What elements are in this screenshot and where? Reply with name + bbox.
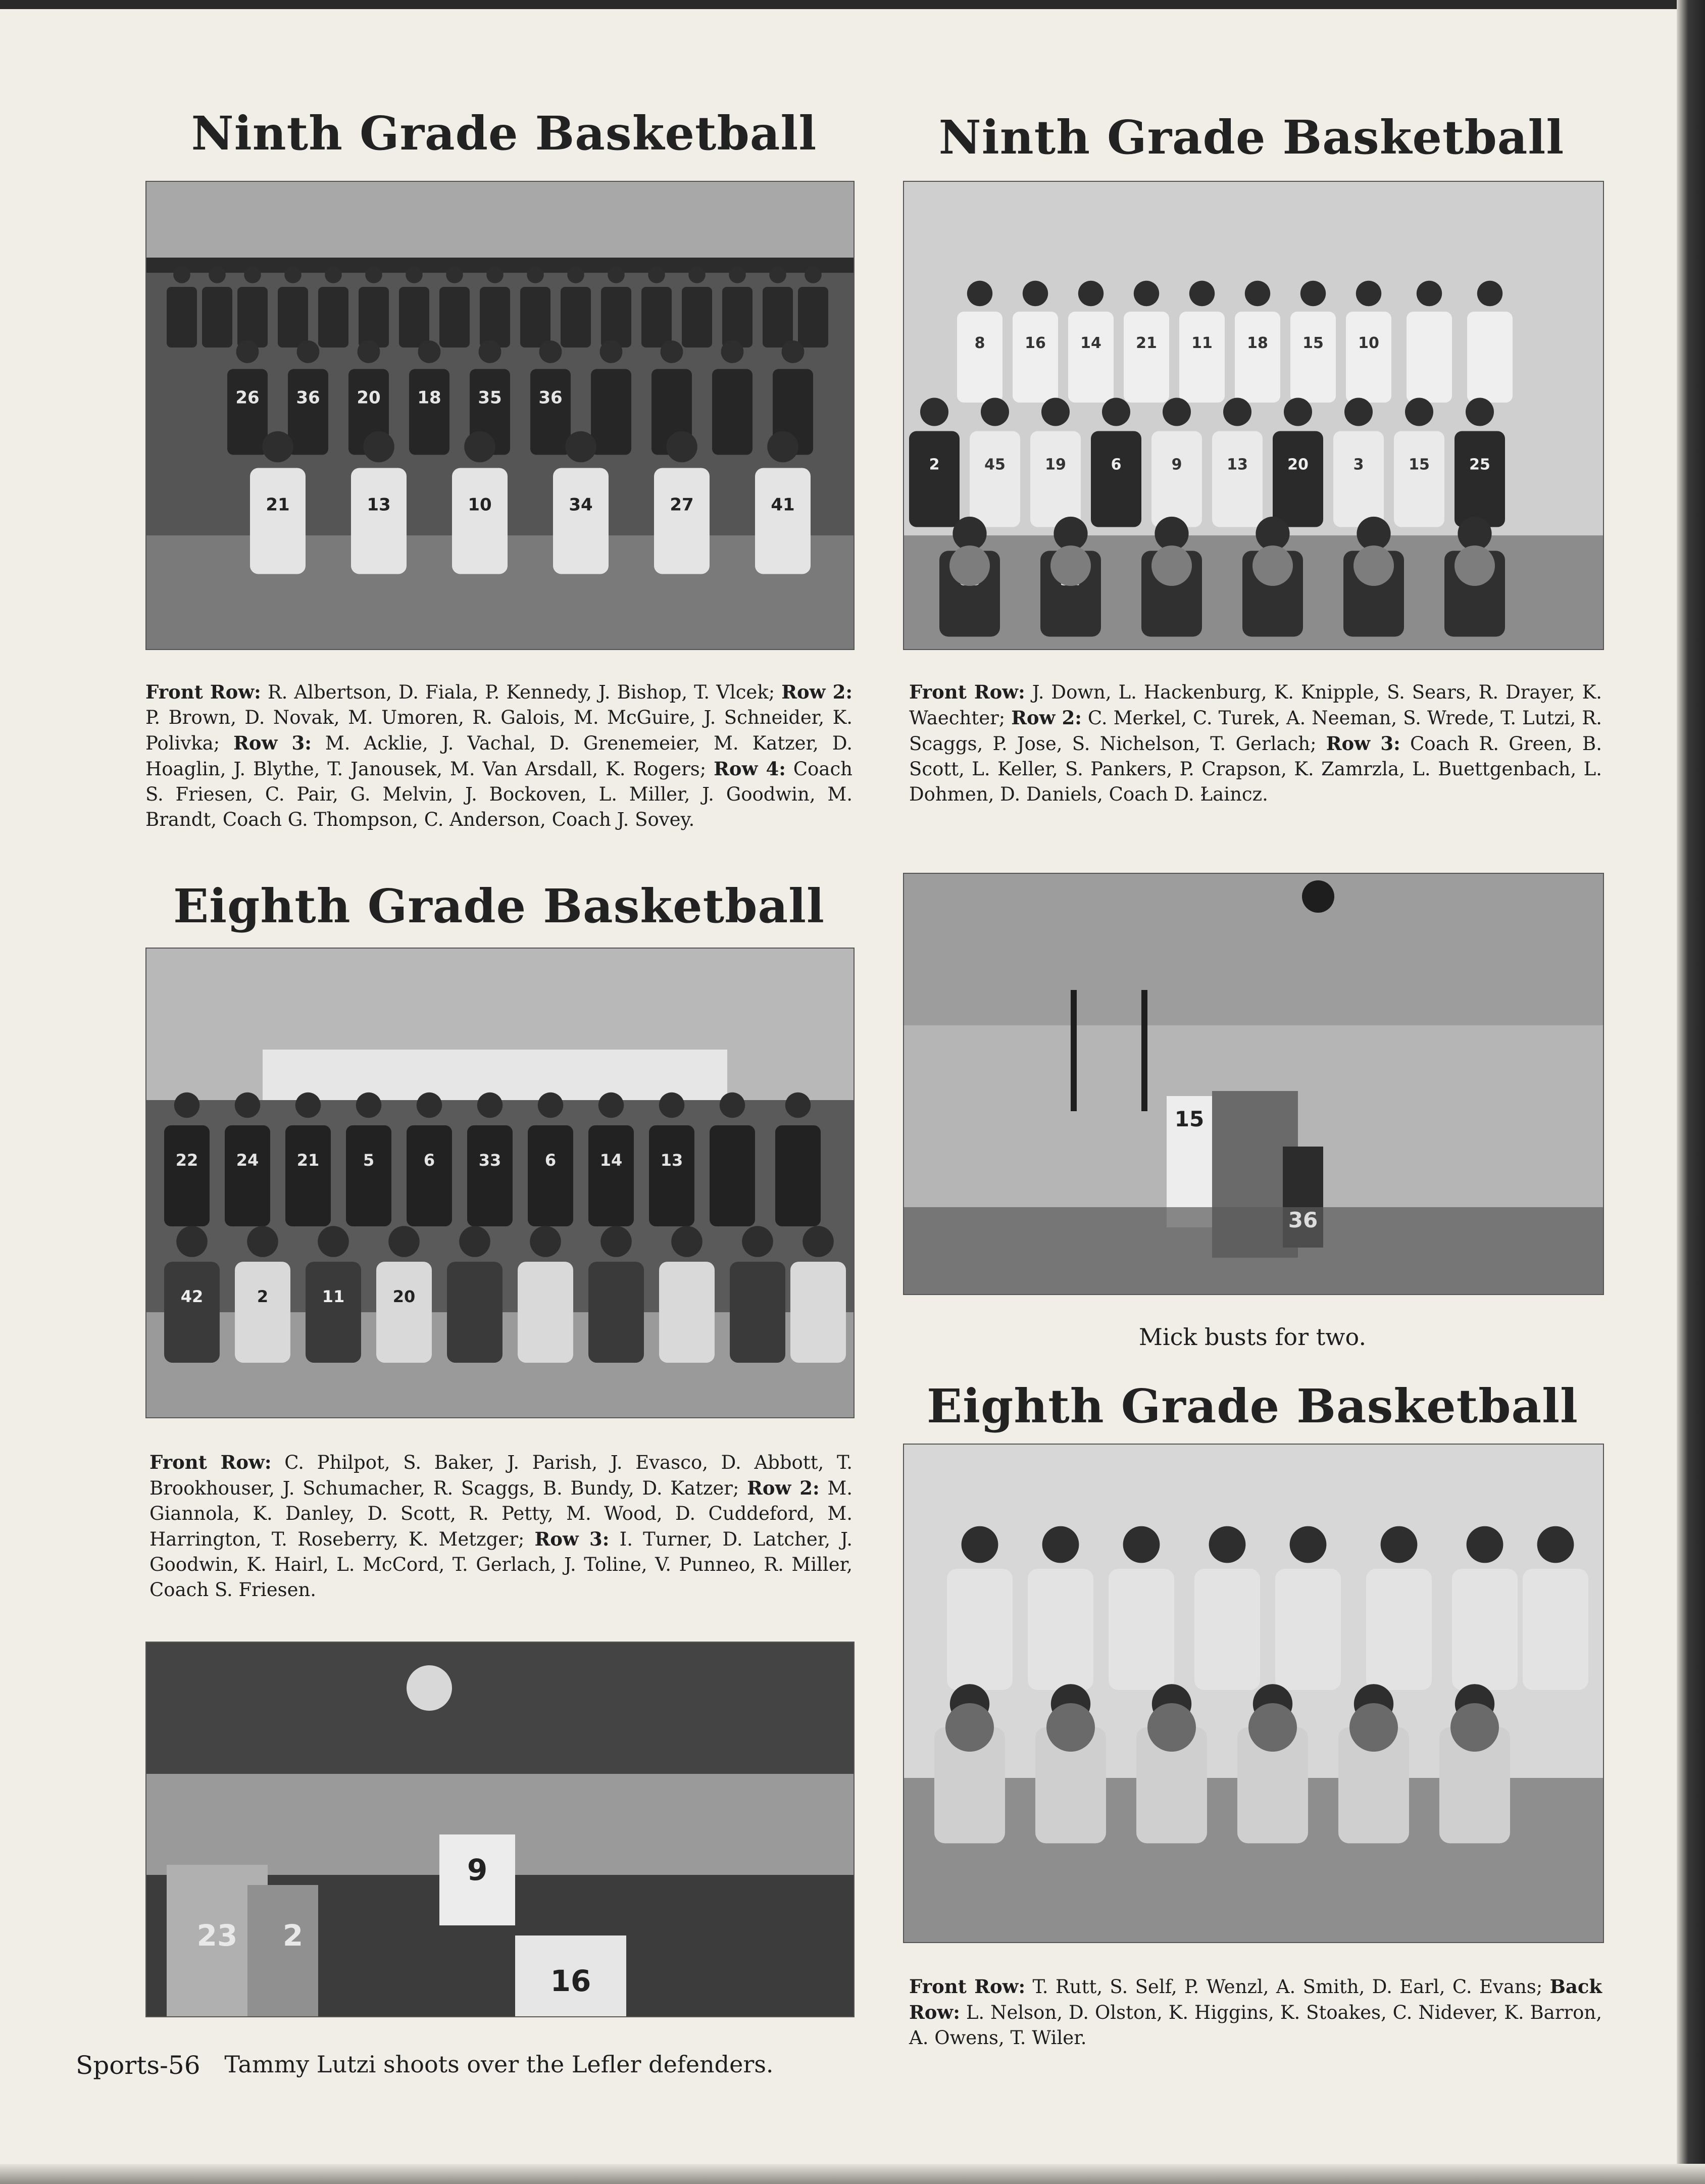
player-body xyxy=(601,287,631,348)
page-folio: Sports-56 xyxy=(76,2051,200,2080)
player-head xyxy=(1466,398,1494,426)
player-body xyxy=(520,287,550,348)
jersey-number: 36 xyxy=(538,387,563,408)
caption-row-label: Row 2: xyxy=(1011,707,1082,729)
player-body xyxy=(164,1262,220,1363)
jersey-number: 13 xyxy=(367,494,391,515)
player-body xyxy=(346,1125,391,1226)
action-photo-mick-art xyxy=(904,874,1603,1294)
jersey-number: 14 xyxy=(599,1151,623,1170)
player-head xyxy=(459,1226,490,1257)
jersey-number: 11 xyxy=(1191,334,1213,352)
player-head xyxy=(721,340,744,363)
player-head xyxy=(666,431,697,463)
player-body xyxy=(285,1125,331,1226)
player-body xyxy=(712,369,753,455)
player-body xyxy=(447,1262,503,1363)
player-body xyxy=(588,1125,634,1226)
player-head xyxy=(527,266,544,283)
player-head xyxy=(479,340,502,363)
player-head xyxy=(388,1226,420,1257)
jersey-number: 15 xyxy=(1174,1107,1205,1131)
team-photo-girls9-art xyxy=(904,182,1603,649)
player-head xyxy=(318,1226,349,1257)
player-head xyxy=(1078,281,1104,306)
player-body xyxy=(1030,431,1081,527)
player-head xyxy=(486,266,504,283)
player-head xyxy=(418,340,441,363)
caption-row-label: Front Row: xyxy=(909,681,1025,703)
player-body xyxy=(1109,1569,1174,1690)
jersey-number: 16 xyxy=(550,1964,591,1998)
player-head xyxy=(688,266,706,283)
player-body xyxy=(561,287,591,348)
caption-row-names: J. Down, L. Hackenburg, K. Knipple, S. Sears, R. Drayer, K. Waechter; xyxy=(909,681,1602,729)
player-head xyxy=(782,340,805,363)
player-head xyxy=(1405,398,1433,426)
player-body xyxy=(682,287,712,348)
player-head xyxy=(530,1226,561,1257)
jersey-number: 36 xyxy=(1288,1208,1318,1232)
jersey-number: 21 xyxy=(296,1151,320,1170)
player-body xyxy=(530,369,571,455)
player-body xyxy=(467,1125,513,1226)
jersey-number: 13 xyxy=(660,1151,683,1170)
player-head xyxy=(244,266,261,283)
section-title-girls9: Ninth Grade Basketball xyxy=(938,110,1565,165)
basketball xyxy=(1147,1703,1196,1752)
player-body xyxy=(755,468,811,574)
player-head xyxy=(176,1226,208,1257)
caption-row-names: P. Brown, D. Novak, M. Umoren, R. Galois, M. McGuire, J. Schneider, K. Polivka; xyxy=(145,707,852,754)
player-head xyxy=(671,1226,703,1257)
player-head xyxy=(1163,398,1191,426)
player-head xyxy=(1041,398,1070,426)
jersey-number: 21 xyxy=(1136,334,1157,352)
section-title-girls8: Eighth Grade Basketball xyxy=(926,1379,1579,1433)
jersey-number: 10 xyxy=(468,494,492,515)
jersey-number: 25 xyxy=(1469,456,1490,474)
player-head xyxy=(173,266,190,283)
player-head xyxy=(363,431,394,463)
basketball xyxy=(1353,545,1394,586)
caption-row-names: L. Nelson, D. Olston, K. Higgins, K. Stoakes, C. Nidever, K. Barron, A. Owens, T. Wiler. xyxy=(909,2002,1602,2049)
player-body xyxy=(306,1262,361,1363)
jersey-number: 33 xyxy=(478,1151,502,1170)
player-head xyxy=(785,1093,811,1118)
jersey-number: 11 xyxy=(322,1287,345,1306)
player-head xyxy=(538,1093,563,1118)
player-body xyxy=(225,1125,270,1226)
jersey-number: 24 xyxy=(236,1151,259,1170)
player-head xyxy=(1381,1526,1418,1563)
player-head xyxy=(1042,1526,1079,1563)
player-body xyxy=(318,287,348,348)
player-head xyxy=(1245,281,1270,306)
caption-row-names: C. Philpot, S. Baker, J. Parish, J. Evasco, D. Abbott, T. Brookhouser, J. Schumacher, R. Scaggs, B. Bundy, D. Katzer; xyxy=(149,1452,853,1499)
player-body xyxy=(1290,312,1336,403)
caption-row-names: T. Rutt, S. Self, P. Wenzl, A. Smith, D. Earl, C. Evans; xyxy=(1025,1976,1550,1998)
player-head xyxy=(608,266,625,283)
player-head xyxy=(962,1526,998,1563)
jersey-number: 15 xyxy=(1409,456,1430,474)
player-body xyxy=(659,1262,715,1363)
player-head xyxy=(262,431,293,463)
player-body xyxy=(970,431,1020,527)
player-head xyxy=(920,398,948,426)
player-body xyxy=(1028,1569,1093,1690)
player-head xyxy=(174,1093,199,1118)
player-body xyxy=(376,1262,432,1363)
team-photo-boys8 xyxy=(145,948,855,1418)
jersey-number: 9 xyxy=(1171,456,1182,474)
caption-row-label: Row 3: xyxy=(233,732,312,754)
player-body xyxy=(1346,312,1391,403)
player-head xyxy=(446,266,463,283)
player-head xyxy=(769,266,786,283)
caption-row-label: Row 4: xyxy=(714,758,786,780)
player-head xyxy=(598,1093,624,1118)
player-head xyxy=(648,266,665,283)
jersey-number: 45 xyxy=(984,456,1006,474)
player-head xyxy=(477,1093,503,1118)
jersey-number: 20 xyxy=(1287,456,1309,474)
player-head xyxy=(1209,1526,1246,1563)
action-photo-tammy-art xyxy=(146,1643,854,2016)
player-head xyxy=(967,281,992,306)
jersey-number: 2 xyxy=(257,1287,269,1306)
jersey-number: 6 xyxy=(423,1151,435,1170)
player-body xyxy=(588,1262,644,1363)
caption-row-label: Front Row: xyxy=(145,681,261,703)
player-head xyxy=(236,340,259,363)
player-body xyxy=(790,1262,846,1363)
player-head xyxy=(1300,281,1326,306)
player-head xyxy=(235,1093,260,1118)
player-head xyxy=(1356,281,1381,306)
caption-girls8 xyxy=(909,1974,1602,2051)
basketball xyxy=(1151,545,1192,586)
player-head xyxy=(1290,1526,1327,1563)
jersey-number: 35 xyxy=(478,387,502,408)
player-head xyxy=(1467,1526,1503,1563)
jersey-number: 16 xyxy=(1025,334,1046,352)
player-head xyxy=(539,340,562,363)
player-body xyxy=(1394,431,1444,527)
player-head xyxy=(803,1226,834,1257)
jersey-number: 6 xyxy=(1111,456,1122,474)
basketball xyxy=(1349,1703,1398,1752)
caption-action-mick: Mick busts for two. xyxy=(1138,1323,1367,1351)
jersey-number: 18 xyxy=(417,387,441,408)
player-body xyxy=(409,369,449,455)
caption-row-names: I. Turner, D. Latcher, J. Goodwin, K. Hairl, L. McCord, T. Gerlach, J. Toline, V. Punneo, R. Miller, Coach S. Friesen. xyxy=(149,1528,852,1601)
player-body xyxy=(1179,312,1225,403)
player-head xyxy=(1537,1526,1574,1563)
caption-row-names: C. Merkel, C. Turek, A. Neeman, S. Wrede, T. Lutzi, R. Scaggs, P. Jose, S. Nichelson, T. Gerlach; xyxy=(909,707,1602,755)
player-body xyxy=(641,287,672,348)
caption-row-label: Front Row: xyxy=(149,1451,272,1473)
player-body xyxy=(1407,312,1452,403)
player-head xyxy=(729,266,746,283)
player-head xyxy=(600,1226,632,1257)
jersey-number: 10 xyxy=(1358,334,1379,352)
basketball xyxy=(1450,1703,1499,1752)
jersey-number: 22 xyxy=(175,1151,198,1170)
jersey-number: 20 xyxy=(392,1287,416,1306)
jersey-number: 3 xyxy=(1353,456,1364,474)
team-photo-girls9 xyxy=(903,181,1604,650)
player-body xyxy=(553,468,609,574)
basketball xyxy=(1248,1703,1297,1752)
jersey-number: 2 xyxy=(929,456,940,474)
player-body xyxy=(1452,1569,1518,1690)
player-head xyxy=(464,431,495,463)
player-head xyxy=(1102,398,1130,426)
player-body xyxy=(250,468,306,574)
player-body xyxy=(1455,431,1505,527)
player-body xyxy=(947,1569,1013,1690)
caption-girls9 xyxy=(909,679,1602,807)
caption-row-names: Coach S. Friesen, C. Pair, G. Melvin, J. Bockoven, L. Miller, J. Goodwin, M. Brandt, Coach G. Thompson, C. Anderson, Coach J. Sovey. xyxy=(145,758,852,830)
page-top-edge xyxy=(0,0,1705,9)
player-head xyxy=(1134,281,1159,306)
player-body xyxy=(1212,431,1263,527)
jersey-number: 20 xyxy=(357,387,381,408)
player-body xyxy=(164,1125,210,1226)
player-body xyxy=(1124,312,1169,403)
jersey-number: 18 xyxy=(1247,334,1268,352)
player-head xyxy=(1123,1526,1160,1563)
player-body xyxy=(1366,1569,1432,1690)
caption-row-label: Back Row: xyxy=(909,1975,1602,2023)
jersey-number: 14 xyxy=(1080,334,1101,352)
player-body xyxy=(288,369,328,455)
player-head xyxy=(661,340,683,363)
player-body xyxy=(518,1262,573,1363)
team-photo-girls8-art xyxy=(904,1445,1603,1942)
player-body xyxy=(439,287,470,348)
player-head xyxy=(417,1093,442,1118)
player-body xyxy=(528,1125,573,1226)
caption-row-names: Coach R. Green, B. Scott, L. Keller, S. Pankers, P. Crapson, K. Zamrzla, L. Buettgenbach, L. Dohmen, D. Daniels, Coach D. Łaincz. xyxy=(909,733,1602,805)
caption-row-names: M. Giannola, K. Danley, D. Scott, R. Petty, M. Wood, D. Cuddeford, M. Harrington, T. Roseberry, K. Metzger; xyxy=(149,1477,852,1550)
jersey-number: 26 xyxy=(235,387,260,408)
jersey-number: 23 xyxy=(196,1918,238,1953)
caption-row-label: Row 2: xyxy=(781,681,852,703)
player-body xyxy=(1194,1569,1260,1690)
section-title-boys9: Ninth Grade Basketball xyxy=(191,106,817,161)
player-body xyxy=(909,431,960,527)
jersey-number: 9 xyxy=(467,1853,488,1887)
player-head xyxy=(1477,281,1502,306)
player-body xyxy=(351,468,407,574)
player-head xyxy=(209,266,226,283)
jersey-number: 19 xyxy=(1045,456,1066,474)
player-body xyxy=(237,287,268,348)
player-body xyxy=(167,287,197,348)
basketball xyxy=(1050,545,1091,586)
player-head xyxy=(1023,281,1048,306)
player-head xyxy=(600,340,623,363)
player-body xyxy=(591,369,631,455)
player-body xyxy=(798,287,828,348)
player-body xyxy=(1275,1569,1341,1690)
player-body xyxy=(730,1262,785,1363)
page-bottom-edge xyxy=(0,2164,1705,2184)
player-body xyxy=(1013,312,1058,403)
player-head xyxy=(567,266,584,283)
player-head xyxy=(356,1093,381,1118)
player-body xyxy=(1333,431,1384,527)
player-body xyxy=(359,287,389,348)
team-photo-boys9-art xyxy=(146,182,854,649)
player-head xyxy=(325,266,342,283)
team-photo-girls8 xyxy=(903,1444,1604,1943)
caption-boys8 xyxy=(149,1450,852,1603)
player-body xyxy=(649,1125,694,1226)
player-head xyxy=(767,431,798,463)
basketball xyxy=(1252,545,1293,586)
player-head xyxy=(358,340,380,363)
caption-row-label: Row 3: xyxy=(534,1528,610,1550)
jersey-number: 15 xyxy=(1302,334,1324,352)
player-head xyxy=(247,1226,278,1257)
jersey-number: 8 xyxy=(974,334,985,352)
player-head xyxy=(1284,398,1312,426)
player-head xyxy=(1344,398,1373,426)
player-body xyxy=(235,1262,290,1363)
jersey-number: 34 xyxy=(569,494,593,515)
player-head xyxy=(406,266,423,283)
player-body xyxy=(654,468,710,574)
player-body xyxy=(1273,431,1323,527)
jersey-number: 27 xyxy=(670,494,694,515)
player-body xyxy=(399,287,429,348)
caption-action-tammy: Tammy Lutzi shoots over the Lefler defenders. xyxy=(224,2051,774,2078)
player-head xyxy=(1189,281,1215,306)
player-body xyxy=(480,287,510,348)
player-body xyxy=(1467,312,1513,403)
jersey-number: 41 xyxy=(771,494,795,515)
basketball xyxy=(1046,1703,1095,1752)
player-body xyxy=(722,287,753,348)
player-head xyxy=(720,1093,745,1118)
player-head xyxy=(805,266,822,283)
player-body xyxy=(763,287,793,348)
player-head xyxy=(297,340,320,363)
jersey-number: 6 xyxy=(544,1151,557,1170)
player-body xyxy=(710,1125,755,1226)
caption-row-names: M. Acklie, J. Vachal, D. Grenemeier, M. Katzer, D. Hoaglin, J. Blythe, T. Janousek, M. Van Arsdall, K. Rogers; xyxy=(145,732,852,780)
player-body xyxy=(407,1125,452,1226)
player-body xyxy=(1235,312,1280,403)
player-head xyxy=(295,1093,321,1118)
player-body xyxy=(452,468,508,574)
player-body xyxy=(775,1125,821,1226)
player-head xyxy=(1223,398,1251,426)
player-body xyxy=(278,287,308,348)
jersey-number: 21 xyxy=(266,494,290,515)
caption-row-label: Row 2: xyxy=(747,1477,820,1499)
player-head xyxy=(365,266,382,283)
player-body xyxy=(227,369,268,455)
caption-row-names: R. Albertson, D. Fiala, P. Kennedy, J. Bishop, T. Vlcek; xyxy=(261,681,782,703)
player-head xyxy=(1417,281,1442,306)
section-title-boys8: Eighth Grade Basketball xyxy=(173,879,825,933)
team-photo-boys9 xyxy=(145,181,855,650)
player-body xyxy=(957,312,1002,403)
player-head xyxy=(284,266,302,283)
player-body xyxy=(1091,431,1141,527)
player-body xyxy=(1068,312,1114,403)
basketball xyxy=(1455,545,1495,586)
action-photo-tammy xyxy=(145,1642,855,2017)
player-body xyxy=(202,287,232,348)
jersey-number: 13 xyxy=(1227,456,1248,474)
action-photo-mick xyxy=(903,873,1604,1295)
jersey-number: 36 xyxy=(296,387,320,408)
player-head xyxy=(565,431,596,463)
caption-boys9 xyxy=(145,679,852,832)
jersey-number: 2 xyxy=(282,1918,304,1953)
player-body xyxy=(1523,1569,1588,1690)
player-head xyxy=(742,1226,773,1257)
page-binding-edge xyxy=(1677,0,1705,2184)
team-photo-boys8-art xyxy=(146,949,854,1417)
jersey-number: 5 xyxy=(363,1151,375,1170)
basketball xyxy=(949,545,990,586)
basketball xyxy=(945,1703,994,1752)
jersey-number: 42 xyxy=(180,1287,204,1306)
player-body xyxy=(1151,431,1202,527)
caption-row-label: Row 3: xyxy=(1326,732,1400,755)
player-head xyxy=(659,1093,684,1118)
player-head xyxy=(981,398,1009,426)
caption-row-label: Front Row: xyxy=(909,1975,1026,1998)
